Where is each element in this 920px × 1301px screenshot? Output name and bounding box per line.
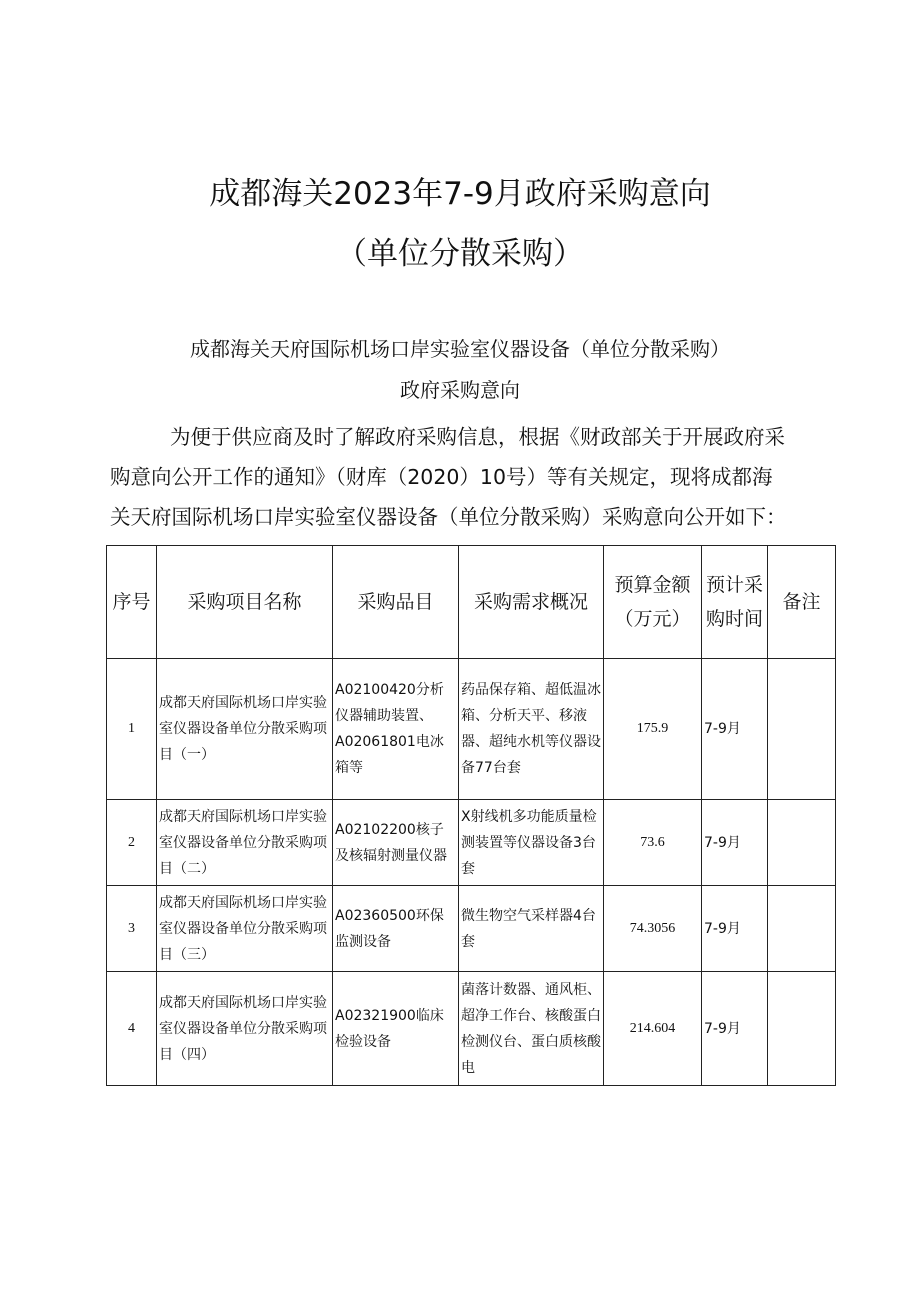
section-heading: 成都海关天府国际机场口岸实验室仪器设备（单位分散采购） (190, 337, 730, 361)
table-row (107, 800, 836, 886)
cell-seq: 3 (107, 886, 157, 972)
cell-item: A02360500环保监测设备 (333, 886, 459, 972)
table-row (107, 659, 836, 800)
cell-demand: 菌落计数器、通风柜、超净工作台、核酸蛋白检测仪台、蛋白质核酸电 (459, 972, 604, 1086)
cell-time: 7-9月 (702, 659, 768, 800)
header-budget: 预算金额（万元） (604, 546, 702, 659)
cell-project: 成都天府国际机场口岸实验室仪器设备单位分散采购项目（二） (157, 800, 333, 886)
intro-line: 为便于供应商及时了解政府采购信息，根据《财政部关于开展政府采 (170, 425, 785, 449)
cell-budget: 73.6 (604, 800, 702, 886)
section-heading-subline: 政府采购意向 (400, 378, 520, 402)
document-title: 成都海关2023年7-9月政府采购意向 (209, 176, 711, 212)
cell-project: 成都天府国际机场口岸实验室仪器设备单位分散采购项目（三） (157, 886, 333, 972)
table-row (107, 972, 836, 1086)
cell-note (768, 659, 836, 800)
cell-project: 成都天府国际机场口岸实验室仪器设备单位分散采购项目（一） (157, 659, 333, 800)
cell-seq: 1 (107, 659, 157, 800)
intro-line: 购意向公开工作的通知》（财库（2020）10号）等有关规定，现将成都海 (110, 465, 773, 489)
header-note: 备注 (768, 546, 836, 659)
cell-project: 成都天府国际机场口岸实验室仪器设备单位分散采购项目（四） (157, 972, 333, 1086)
cell-demand: 药品保存箱、超低温冰箱、分析天平、移液器、超纯水机等仪器设备77台套 (459, 659, 604, 800)
intro-line: 关天府国际机场口岸实验室仪器设备（单位分散采购）采购意向公开如下： (110, 505, 787, 529)
cell-budget: 175.9 (604, 659, 702, 800)
header-demand: 采购需求概况 (459, 546, 604, 659)
header-seq: 序号 (107, 546, 157, 659)
cell-time: 7-9月 (702, 886, 768, 972)
intro-paragraph (110, 417, 826, 537)
table-header-row (107, 546, 836, 659)
cell-note (768, 800, 836, 886)
table-row (107, 886, 836, 972)
cell-item: A02321900临床检验设备 (333, 972, 459, 1086)
header-item: 采购品目 (333, 546, 459, 659)
cell-item: A02102200核子及核辐射测量仪器 (333, 800, 459, 886)
header-time: 预计采购时间 (702, 546, 768, 659)
procurement-table (106, 545, 836, 1086)
cell-demand: 微生物空气采样器4台套 (459, 886, 604, 972)
cell-seq: 2 (107, 800, 157, 886)
document-title-subline: （单位分散采购） (336, 236, 584, 272)
cell-time: 7-9月 (702, 800, 768, 886)
cell-budget: 214.604 (604, 972, 702, 1086)
cell-demand: X射线机多功能质量检测装置等仪器设备3台套 (459, 800, 604, 886)
cell-seq: 4 (107, 972, 157, 1086)
cell-budget: 74.3056 (604, 886, 702, 972)
cell-note (768, 972, 836, 1086)
cell-note (768, 886, 836, 972)
cell-time: 7-9月 (702, 972, 768, 1086)
header-project: 采购项目名称 (157, 546, 333, 659)
cell-item: A02100420分析仪器辅助装置、A02061801电冰箱等 (333, 659, 459, 800)
